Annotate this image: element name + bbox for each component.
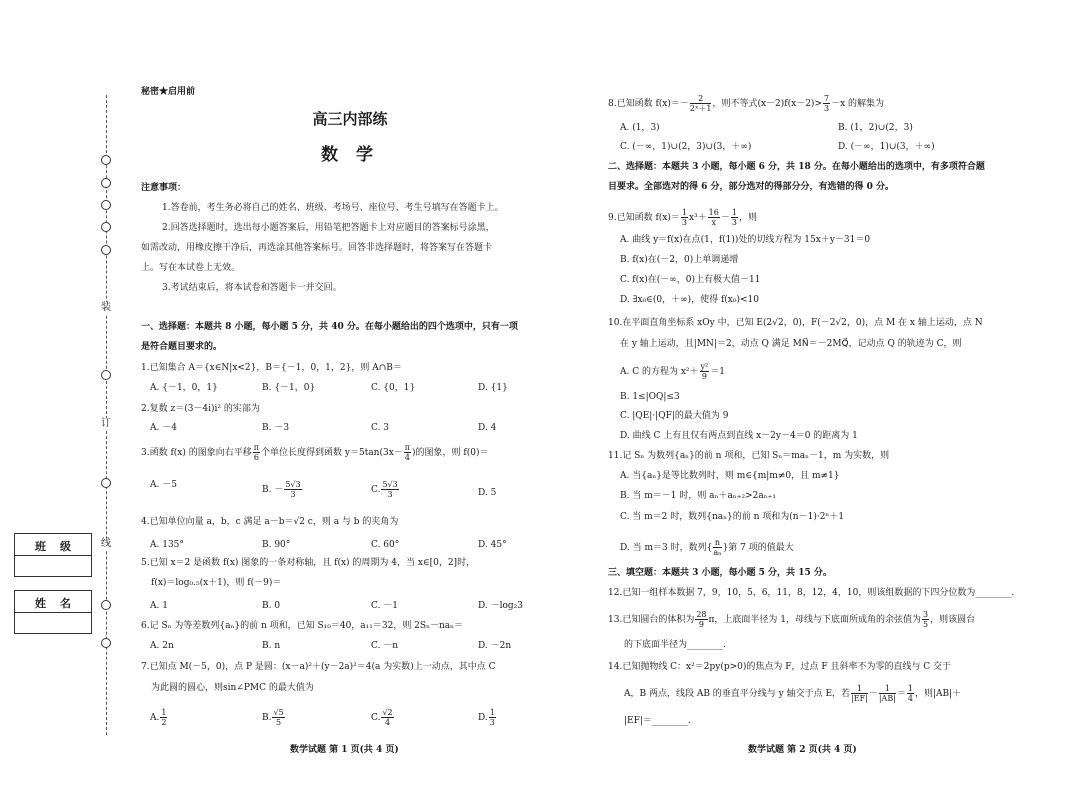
option-a: A. －4	[150, 423, 177, 433]
fraction: $\frac{1}{3}$	[731, 208, 737, 227]
class-field-box[interactable]	[14, 533, 92, 577]
option-c: C. (－∞，1)∪(2，3)∪(3，＋∞)	[620, 142, 752, 152]
option-c: C. |QE|·|QF|的最大值为 9	[620, 411, 729, 421]
fraction: $\frac{2}{\text{2ˣ＋1}}$	[689, 94, 712, 113]
option-b: B. －3	[262, 423, 290, 433]
section-heading: 是符合题目要求的。	[141, 342, 223, 352]
option-c: C. $\frac{√2}{4}$	[371, 708, 393, 727]
option-b: B. f(x)在(－2，0)上单调递增	[620, 255, 739, 265]
question-7-line2: 为此圆的圆心，则sin∠PMC 的最大值为	[151, 683, 314, 693]
option-a: A. 1	[150, 601, 168, 611]
option-b: B. 90°	[262, 540, 291, 550]
option-b: B. n	[262, 641, 281, 651]
option-b: B. 1≤|OQ|≤3	[620, 392, 680, 402]
option-b: B. {－1，0}	[262, 383, 316, 393]
question-8: 8.已知函数 f(x)＝－ $\frac{2}{\text{2ˣ＋1}}$ ，则不等式(x－2)f(x－2)> $\frac{7}{3}$ －x 的解集为	[608, 94, 885, 113]
margin-char-zhuang: 装	[101, 302, 111, 313]
punch-hole-icon	[101, 200, 111, 210]
question-1: 1.已知集合 A＝{x∈N|x<2}，B＝{－1，0，1，2}，则 A∩B＝	[141, 363, 402, 373]
question-9: 9.已知函数 f(x)＝ $\frac{1}{3}$ x³＋ $\frac{16}{x}$ － $\frac{1}{3}$ ，则	[608, 208, 757, 227]
question-7: 7.已知点 M(－5，0)，点 P 是圆：(x－a)²＋(y－2a)²＝4(a 为实数)上一动点，其中点 C	[141, 662, 496, 672]
margin-char-ding: 订	[101, 418, 111, 429]
option-b: B. 当 m＝－1 时，则 aₙ＋aₙ₊₂>2aₙ₊₁	[620, 491, 776, 501]
notice-line: 3.考试结束后，将本试卷和答题卡一并交回。	[162, 283, 342, 293]
punch-hole-icon	[101, 178, 111, 188]
option-d: D. $\frac{1}{3}$	[478, 708, 495, 727]
name-field-box[interactable]	[14, 590, 92, 634]
option-a: A. 曲线 y＝f(x)在点(1，f(1))处的切线方程为 15x＋y－31＝0	[620, 235, 871, 245]
fraction: $\frac{1}{3}$	[681, 208, 687, 227]
option-b: B. (1，2)∪(2，3)	[838, 123, 913, 133]
fraction: $\frac{\text{y²}}{9}$	[700, 362, 709, 381]
fraction: $\frac{\pi}{4}$	[404, 443, 411, 462]
section-heading: 目要求。全部选对的得 6 分，部分选对的得部分分，有选错的得 0 分。	[608, 182, 895, 192]
class-field-label: 班级	[35, 540, 85, 553]
option-a: A. {－1，0，1}	[150, 383, 218, 393]
question-12: 12.已知一组样本数据 7，9，10，5，6，11，8，12，4，10，则该组数据的下四分位数为________.	[608, 588, 1015, 598]
option-a: A. 当{aₙ}是等比数列时，则 m∈{m|m≠0，且 m≠1}	[620, 471, 840, 481]
option-c: C. 当 m＝2 时，数列{naₙ}的前 n 项和为(n－1)·2ⁿ＋1	[620, 512, 845, 522]
option-d: D. 当 m＝3 时，数列{ $\frac{n}{\text{aₙ}}$ }第 7 项的值最大	[620, 538, 794, 557]
page-footer: 数学试题 第 2 页(共 4 页)	[748, 745, 857, 755]
option-d: D. 4	[478, 423, 497, 433]
section-heading: 一、选择题：本题共 8 小题，每小题 5 分，共 40 分。在每小题给出的四个选项中，只有一项	[141, 322, 518, 332]
question-4: 4.已知单位向量 a，b，c 满足 a－b＝√2 c，则 a 与 b 的夹角为	[141, 517, 399, 527]
option-c: C. 60°	[371, 540, 400, 550]
fraction: $\frac{3}{5}$	[923, 610, 929, 629]
option-c: C. f(x)在(－∞，0)上有极大值－11	[620, 275, 761, 285]
option-a: A. －5	[150, 480, 177, 490]
option-d: D. 曲线 C 上有且仅有两点到直线 x－2y－4＝0 的距离为 1	[620, 431, 858, 441]
name-field-label: 姓名	[35, 597, 85, 610]
question-5-line2: f(x)＝log₀.₅(x＋1)，则 f(－9)＝	[151, 578, 282, 588]
punch-hole-icon	[101, 638, 111, 648]
section-heading: 二、选择题：本题共 3 小题，每小题 6 分，共 18 分。在每小题给出的选项中，有多项符合题	[608, 162, 985, 172]
option-d: D. －2n	[478, 641, 512, 651]
question-5: 5.已知 x＝2 是函数 f(x) 图象的一条对称轴，且 f(x) 的周期为 4，当 x∈[0，2]时，	[141, 558, 476, 568]
option-a: A. 135°	[150, 540, 184, 550]
punch-hole-icon	[101, 370, 111, 380]
option-c: C. －1	[371, 601, 399, 611]
option-a: A. 2n	[150, 641, 174, 651]
exam-title: 高三内部练	[312, 110, 388, 128]
notice-title: 注意事项：	[141, 183, 187, 193]
question-10-line2: 在 y 轴上运动，且|MN|＝2，动点 Q 满足 MN⃗＝－2MQ⃗，记动点 Q 的轨迹为 C，则	[620, 339, 962, 349]
question-2: 2.复数 z＝(3－4i)i² 的实部为	[141, 404, 260, 414]
notice-line: 上。写在本试卷上无效。	[141, 263, 241, 273]
notice-line: 2.回答选择题时，选出每小题答案后，用铅笔把答题卡上对应题目的答案标号涂黑，	[162, 223, 495, 233]
fraction: $\frac{1}{4}$	[907, 684, 914, 703]
fraction: $\frac{16}{x}$	[708, 208, 719, 227]
fraction: $\frac{7}{3}$	[824, 94, 830, 113]
question-14-line2: A，B 两点，线段 AB 的垂直平分线与 y 轴交于点 E，若 $\frac{1}{|EF|}$ － $\frac{1}{|AB|}$ ＝ $\frac{1}{4}$ ，则|AB|＋	[624, 684, 962, 703]
punch-hole-icon	[101, 222, 111, 232]
option-c: C. $\frac{5√3}{3}$	[371, 480, 398, 499]
punch-hole-icon	[101, 155, 111, 165]
option-d: D. －log₂3	[478, 601, 524, 611]
fraction: $\frac{1}{|EF|}$	[851, 684, 868, 703]
option-d: D. 45°	[478, 540, 507, 550]
option-d: D. ∃x₀∈(0，＋∞)，使得 f(x₀)<10	[620, 295, 759, 305]
question-13: 13.已知圆台的体积为 $\frac{28}{9}$ π，上底面半径为 1，母线与下底面所成角的余弦值为 $\frac{3}{5}$ ，则该圆台	[608, 610, 976, 629]
option-d: D. (－∞，1)∪(3，＋∞)	[838, 142, 935, 152]
option-b: B. 0	[262, 601, 281, 611]
confidential-mark: 秘密★启用前	[141, 87, 196, 97]
question-14-line3: |EF|＝________.	[624, 716, 691, 726]
fraction: $\frac{1}{|AB|}$	[878, 684, 896, 703]
option-a: A. C 的方程为 x²＋ $\frac{\text{y²}}{9}$ ＝1	[620, 362, 725, 381]
option-c: C. {0，1}	[371, 383, 416, 393]
question-14: 14.已知抛物线 C：x²＝2py(p>0)的焦点为 F，过点 F 且斜率不为零的直线与 C 交于	[608, 662, 952, 672]
page-footer: 数学试题 第 1 页(共 4 页)	[290, 745, 399, 755]
question-13-line2: 的下底面半径为________.	[624, 640, 726, 650]
option-a: A. $\frac{1}{2}$	[150, 708, 167, 727]
option-d: D. 5	[478, 488, 497, 498]
notice-line: 如需改动，用橡皮擦干净后，再选涂其他答案标号。回答非选择题时，将答案写在答题卡	[141, 243, 493, 253]
punch-hole-icon	[101, 600, 111, 610]
question-3: 3.函数 f(x) 的图象向右平移 $\frac{\pi}{6}$ 个单位长度得到函数 y＝5tan(3x－ $\frac{\pi}{4}$ )的图象，则 f(0)＝	[141, 443, 489, 462]
question-11: 11.记 Sₙ 为数列{aₙ}的前 n 项和，已知 Sₙ＝maₙ－1，m 为实数，则	[608, 451, 890, 461]
question-6: 6.记 Sₙ 为等差数列{aₙ}的前 n 项和，已知 S₁₀＝40，a₁₁＝32，则 2Sₙ－naₙ＝	[141, 621, 464, 631]
option-c: C. －n	[371, 641, 399, 651]
punch-hole-icon	[101, 478, 111, 488]
option-a: A. (1，3)	[620, 123, 660, 133]
margin-char-xian: 线	[101, 538, 111, 549]
notice-line: 1.答卷前，考生务必将自己的姓名、班级、考场号、座位号、考生号填写在答题卡上。	[162, 203, 504, 213]
option-b: B. － $\frac{5√3}{3}$	[262, 480, 301, 499]
fraction: $\frac{28}{9}$	[696, 610, 707, 629]
subject-title: 数 学	[321, 145, 379, 165]
option-d: D. {1}	[478, 383, 508, 393]
option-b: B. $\frac{√5}{5}$	[262, 708, 284, 727]
fraction: $\frac{n}{\text{aₙ}}$	[713, 538, 722, 557]
question-10: 10.在平面直角坐标系 xOy 中，已知 E(2√2，0)，F(－2√2，0)，点 M 在 x 轴上运动，点 N	[608, 318, 983, 328]
punch-hole-icon	[101, 245, 111, 255]
option-c: C. 3	[371, 423, 390, 433]
fraction: $\frac{\pi}{6}$	[253, 443, 260, 462]
section-heading: 三、填空题：本题共 3 小题，每小题 5 分，共 15 分。	[608, 568, 832, 578]
